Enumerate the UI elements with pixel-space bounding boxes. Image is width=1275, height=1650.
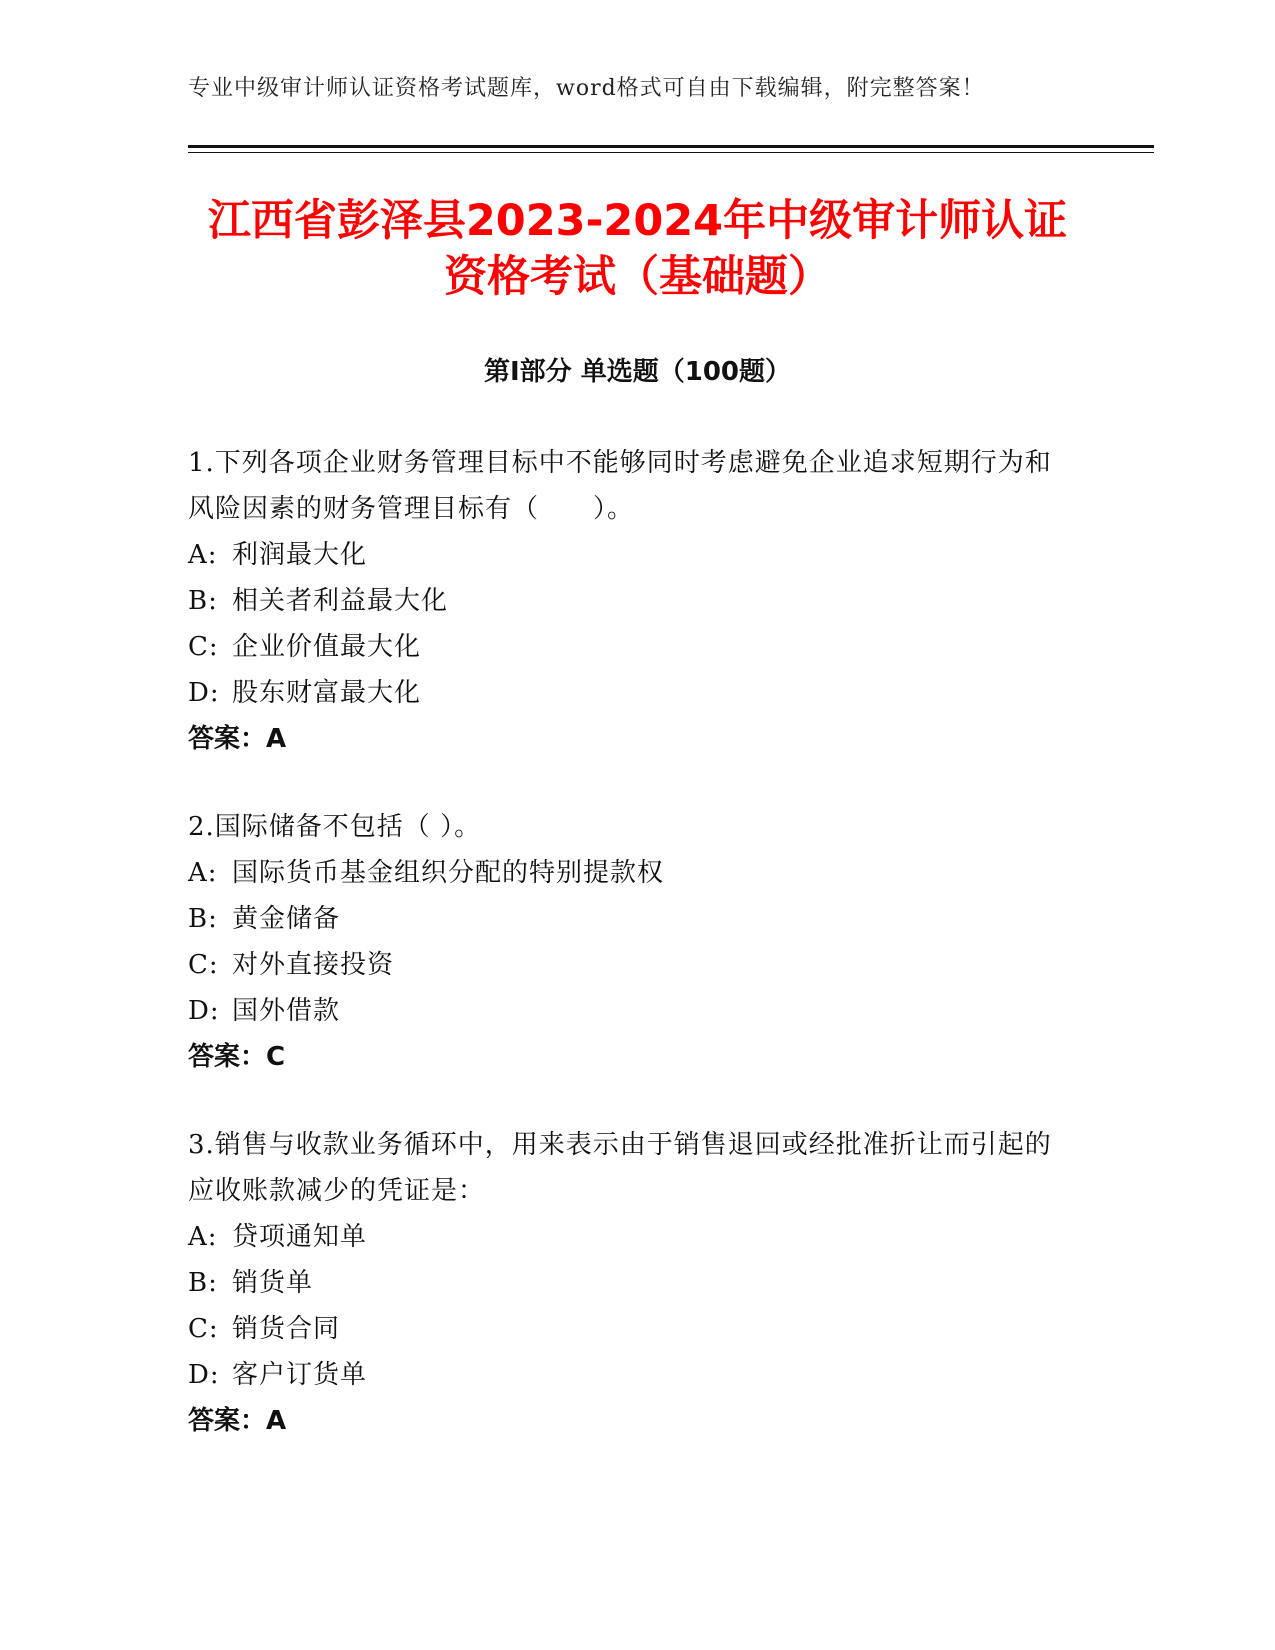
question-2 (188, 804, 1068, 1080)
option-text: 相关者利益最大化 (232, 586, 449, 616)
option-b (188, 896, 1068, 942)
option-a (188, 1214, 1068, 1260)
option-c (188, 1306, 1068, 1352)
page-header-text: 专业中级审计师认证资格考试题库，word格式可自由下载编辑，附完整答案！ (188, 76, 985, 101)
option-text: 利润最大化 (232, 540, 368, 570)
option-text: 国际货币基金组织分配的特别提款权 (232, 858, 665, 888)
document-title-line-1: 江西省彭泽县2023-2024年中级审计师认证 (207, 196, 1068, 246)
question-3 (188, 1122, 1068, 1444)
option-letter: C: (188, 950, 219, 980)
option-letter: D: (188, 678, 220, 708)
option-letter: D: (188, 996, 220, 1026)
option-letter: D: (188, 1360, 220, 1390)
option-a (188, 850, 1068, 896)
question-1 (188, 440, 1068, 762)
option-text: 销货合同 (232, 1314, 341, 1344)
question-list (188, 440, 1068, 1486)
option-letter: B: (188, 904, 218, 934)
answer-line: 答案：A (188, 1406, 287, 1436)
option-text: 黄金储备 (232, 904, 341, 934)
header-divider-thin (188, 152, 1154, 153)
question-stem: 1.下列各项企业财务管理目标中不能够同时考虑避免企业追求短期行为和风险因素的财务管理目标有（ ）。 (188, 448, 1052, 524)
option-text: 客户订货单 (232, 1360, 368, 1390)
option-text: 国外借款 (232, 996, 341, 1026)
option-text: 企业价值最大化 (232, 632, 422, 662)
option-b (188, 578, 1068, 624)
option-letter: A: (188, 858, 218, 888)
section-heading: 第Ⅰ部分 单选题（100题） (484, 357, 791, 387)
option-letter: B: (188, 586, 218, 616)
option-d (188, 670, 1068, 716)
answer-line: 答案：A (188, 724, 287, 754)
question-stem: 2.国际储备不包括（ ）。 (188, 812, 482, 842)
option-letter: C: (188, 1314, 219, 1344)
option-c (188, 624, 1068, 670)
option-text: 贷项通知单 (232, 1222, 368, 1252)
option-a (188, 532, 1068, 578)
option-c (188, 942, 1068, 988)
option-d (188, 1352, 1068, 1398)
option-letter: A: (188, 540, 218, 570)
option-text: 销货单 (232, 1268, 314, 1298)
option-d (188, 988, 1068, 1034)
option-letter: B: (188, 1268, 218, 1298)
option-text: 股东财富最大化 (232, 678, 422, 708)
option-letter: C: (188, 632, 219, 662)
option-letter: A: (188, 1222, 218, 1252)
option-b (188, 1260, 1068, 1306)
document-title-line-2: 资格考试（基础题） (444, 252, 831, 302)
answer-line: 答案：C (188, 1042, 286, 1072)
document-title (150, 193, 1125, 305)
question-stem: 3.销售与收款业务循环中，用来表示由于销售退回或经批准折让而引起的应收账款减少的凭证是： (188, 1130, 1052, 1206)
header-divider-thick (188, 145, 1154, 148)
option-text: 对外直接投资 (232, 950, 395, 980)
